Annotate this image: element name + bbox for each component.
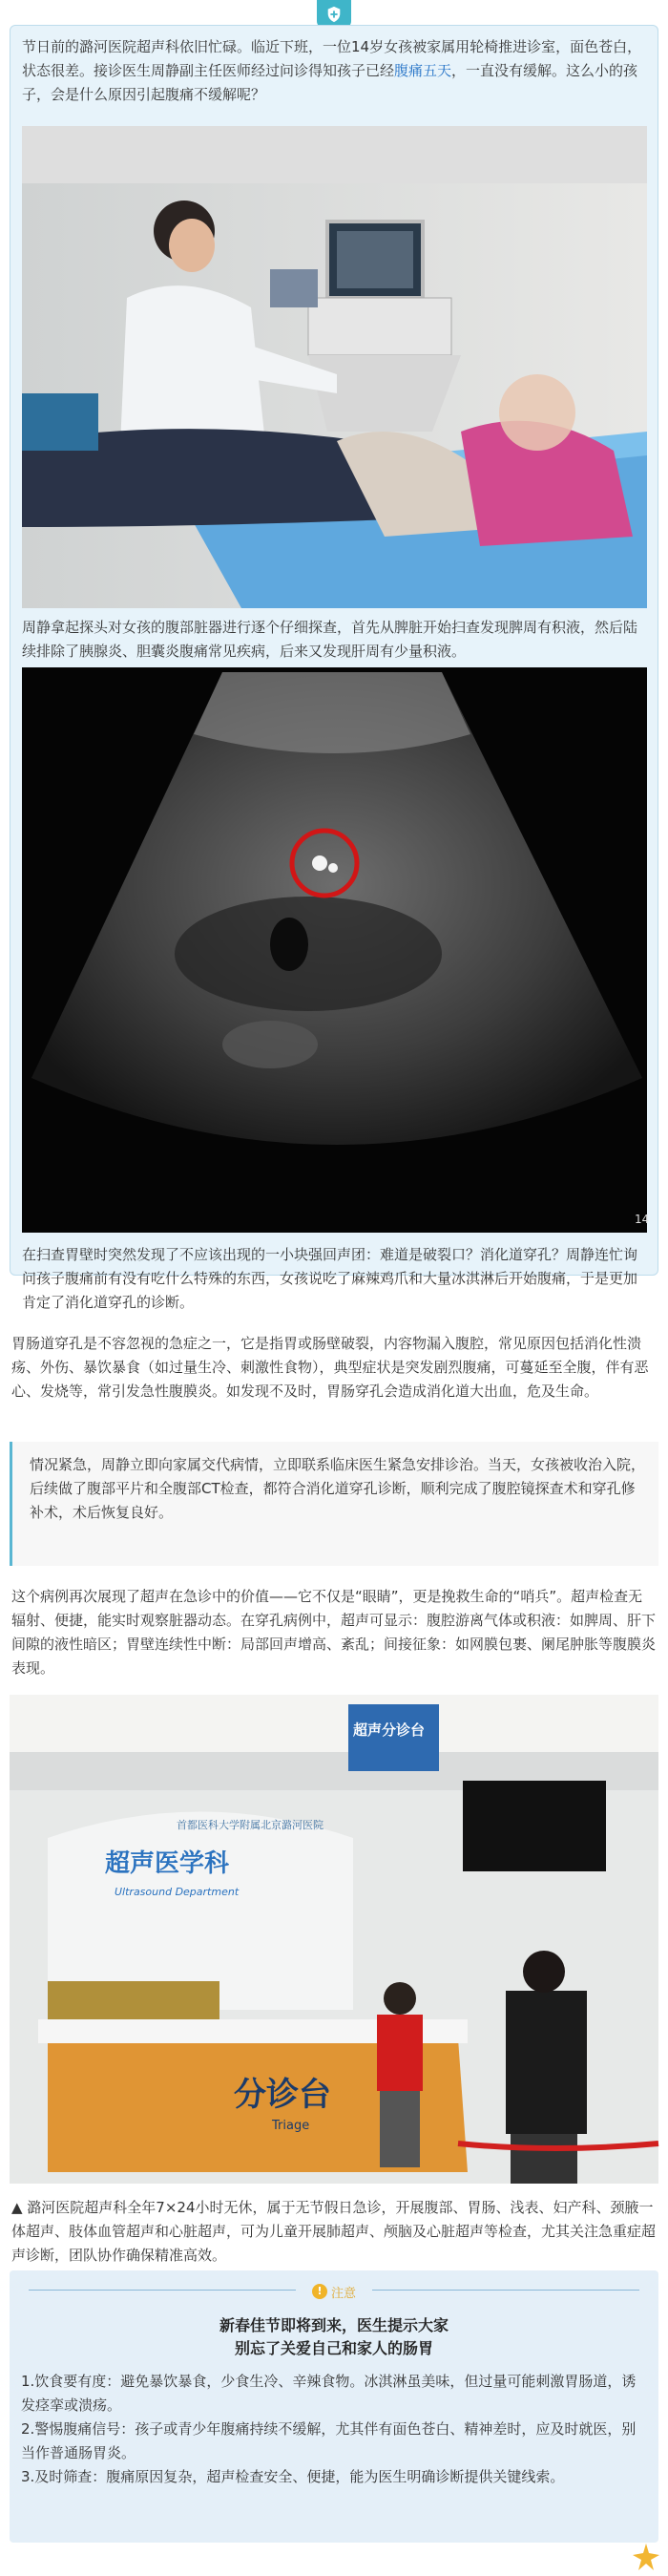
photo-caption: ▲ 潞河医院超声科全年7×24小时无休，属于无节假日急诊，开展腹部、胃肠、浅表、妇产科、颈腋一体超声、肢体血管超声和心脏超声，可为儿童开展肺超声、颅脑及心脏超声等检查，尤其关注急重症超声诊断，团队协作确保精准高效。 bbox=[11, 2199, 657, 2264]
warning-icon: ! bbox=[312, 2284, 327, 2299]
dept-hospital-text: 首都医科大学附属北京潞河医院 bbox=[177, 1819, 324, 1831]
divider bbox=[29, 2290, 296, 2291]
intro-text: 节日前的潞河医院超声科依旧忙碌。临近下班，一位14岁女孩被家属用轮椅推进诊室，面色苍白，状态很差。接诊医生周静副主任医师经过问诊得知孩子已经 bbox=[22, 38, 642, 79]
dept-name-sign: 超声医学科 bbox=[105, 1849, 230, 1878]
notice-title-line: 新春佳节即将到来，医生提示大家 bbox=[219, 2316, 449, 2334]
notice-tag bbox=[306, 2283, 362, 2301]
intro-text-end: ，一直没有缓解。这么小的孩子，会是什么原因引起腹痛不缓解呢？ bbox=[22, 62, 638, 103]
story-section bbox=[10, 25, 658, 1311]
exam-paragraph: 周静拿起探头对女孩的腹部脏器进行逐个仔细探查，首先从脾脏开始扫查发现脾周有积液，然后陆续排除了胰腺炎、胆囊炎腹痛常见疾病，后来又发现肝周有少量积液。 bbox=[22, 619, 638, 660]
notice-title bbox=[10, 2314, 658, 2360]
photo-ultrasound-exam bbox=[22, 126, 647, 608]
notice-tag-label: 注意 bbox=[330, 2286, 356, 2301]
treatment-quote bbox=[10, 1442, 658, 1566]
value-paragraph: 这个病例再次展现了超声在急诊中的价值——它不仅是“眼睛”，更是挽救生命的“哨兵”。超声检查无辐射、便捷，能实时观察脏器动态。在穿孔病例中，超声可显示：腹腔游离气体或积液：如脾周、肝下间隙的液性暗区；胃壁连续性中断：局部回声增高、紊乱；间接征象：如网膜包裹、阑尾肿胀等腹膜炎表现。 bbox=[11, 1588, 657, 1677]
sparkle-icon bbox=[630, 2542, 662, 2572]
notice-list bbox=[21, 2370, 647, 2489]
dept-name-en: Ultrasound Department bbox=[115, 1886, 240, 1898]
notice-box bbox=[10, 2270, 658, 2543]
divider bbox=[372, 2290, 639, 2291]
intro-highlight: 腹痛五天 bbox=[394, 62, 452, 79]
triage-desk-label: 分诊台 bbox=[234, 2076, 331, 2114]
explain-paragraph: 胃肠道穿孔是不容忽视的急症之一，它是指胃或肠壁破裂，内容物漏入腹腔，常见原因包括消化性溃疡、外伤、暴饮暴食（如过量生冷、刺激性食物），典型症状是突发剧烈腹痛，可蔓延至全腹，伴有恶心、发烧等，常引发急性腹膜炎。如发现不及时，胃肠穿孔会造成消化道大出血，危及生命。 bbox=[11, 1335, 649, 1400]
photo-triage-desk bbox=[10, 1695, 658, 2184]
notice-item: 2.警惕腹痛信号：孩子或青少年腹痛持续不缓解，尤其伴有面色苍白、精神差时，应及时就医，别当作普通肠胃炎。 bbox=[21, 2420, 637, 2461]
finding-paragraph: 在扫查胃壁时突然发现了不应该出现的一小块强回声团：难道是破裂口？消化道穿孔？周静连忙询问孩子腹痛前有没有吃什么特殊的东西，女孩说吃了麻辣鸡爪和大量冰淇淋后开始腹痛，于是更加肯定了消化道穿孔的诊断。 bbox=[22, 1246, 638, 1311]
notice-title-line: 别忘了关爱自己和家人的肠胃 bbox=[234, 2339, 433, 2357]
notice-item: 1.饮食要有度：避免暴饮暴食，少食生冷、辛辣食物。冰淇淋虽美味，但过量可能刺激胃肠道，诱发痉挛或溃疡。 bbox=[21, 2373, 637, 2414]
svg-text:14: 14 bbox=[635, 1213, 650, 1226]
ultrasound-scan-image bbox=[22, 667, 650, 1233]
intro-paragraph bbox=[22, 35, 647, 107]
quote-text: 情况紧急，周静立即向家属交代病情，立即联系临床医生紧急安排诊治。当天，女孩被收治入院，后续做了腹部平片和全腹部CT检查，都符合消化道穿孔诊断，顺利完成了腹腔镜探查术和穿孔修补术，术后恢复良好。 bbox=[30, 1456, 646, 1521]
triage-desk-en: Triage bbox=[272, 2119, 310, 2133]
notice-header bbox=[10, 2280, 658, 2301]
notice-item: 3.及时筛查：腹痛原因复杂，超声检查安全、便捷，能为医生明确诊断提供关键线索。 bbox=[21, 2468, 565, 2485]
hanging-triage-sign: 超声分诊台 bbox=[353, 1721, 426, 1739]
